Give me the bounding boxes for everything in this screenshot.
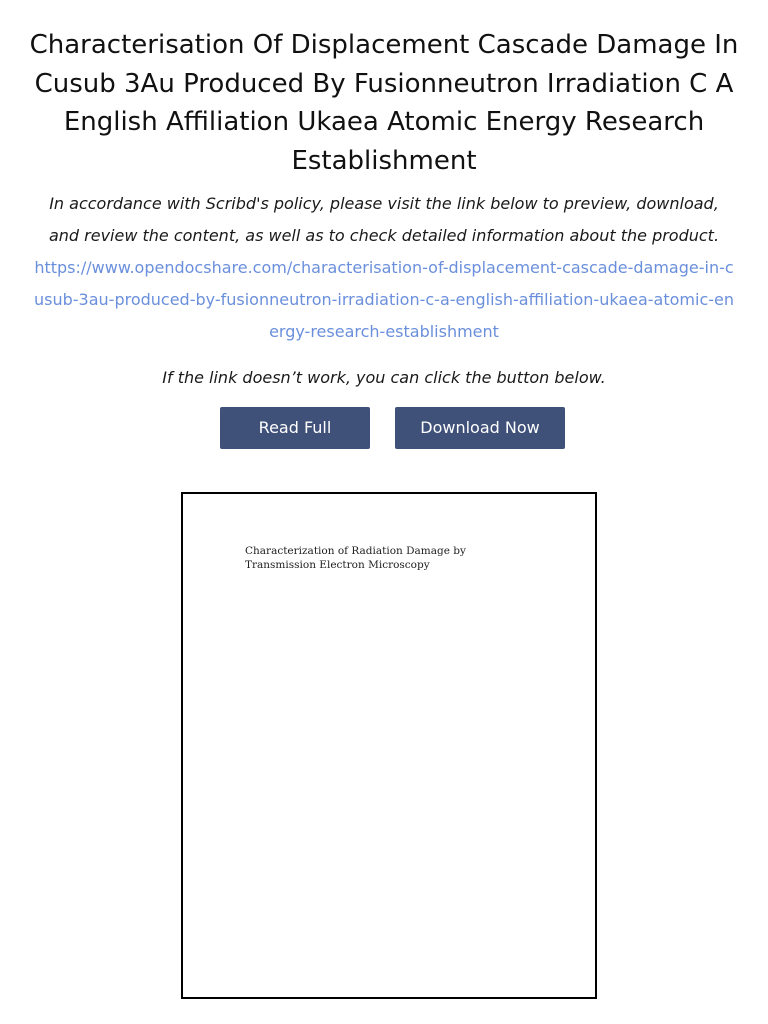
read-full-button[interactable]: Read Full (220, 407, 370, 449)
download-now-button[interactable]: Download Now (395, 407, 565, 449)
preview-title-line-1: Characterization of Radiation Damage by (245, 545, 466, 557)
preview-title-line-2: Transmission Electron Microscopy (245, 559, 430, 571)
document-link[interactable]: https://www.opendocshare.com/characterisation-of-displacement-cascade-damage-in-cusub-3au-produced-by-fusionneutron-irradiation-c-a-english-affiliation-ukaea-atomic-energy-research-establishment (34, 258, 734, 341)
document-preview[interactable] (181, 492, 597, 999)
page-title: Characterisation Of Displacement Cascade Damage In Cusub 3Au Produced By Fusionneutron Irradiation C A English Affiliation Ukaea Atomic Energy Research Establishment (29, 30, 739, 176)
preview-title (245, 544, 545, 572)
policy-notice: In accordance with Scribd's policy, please visit the link below to preview, download, and review the content, as well as to check detailed information about the product. (48, 194, 720, 245)
fallback-text: If the link doesn’t work, you can click the button below. (162, 368, 606, 387)
